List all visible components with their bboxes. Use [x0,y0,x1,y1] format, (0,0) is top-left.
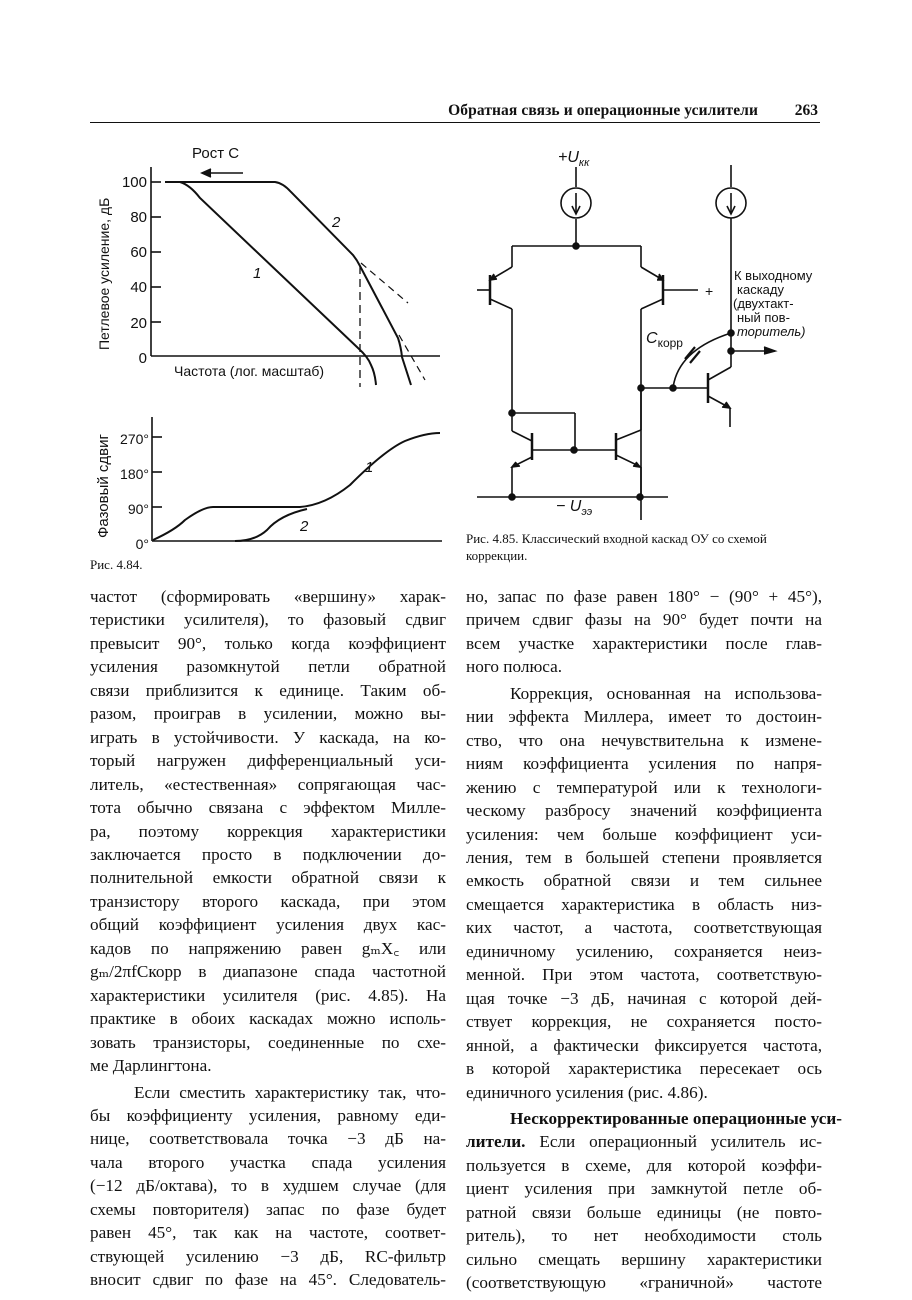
gain-curve-1 [165,182,376,385]
ytick-80: 80 [130,209,147,226]
ytick-100: 100 [121,174,147,191]
right-column-text [466,585,843,1295]
chapter-title: Обратная связь и операционные усилители [448,102,758,119]
phase-ytick-0: 0° [135,536,149,552]
curve-label-2: 2 [332,214,341,231]
figure-4-85-schematic [460,135,830,518]
phase-curve-label-2: 2 [300,518,309,535]
paragraph-uncompensated-opamps: Нескорректированные операционные уси- лители. Если операционный усилитель ис- пользуется в схеме, для которой коэффи- циент усиления при замкнутой петле об- ратной связи больше единицы (не повто- ритель), то нет необходимости столь сильно смещать вершину характеристики (соответствующую «граничной» частоте [466,1108,843,1293]
plus-input-label: + [705,283,714,299]
ytick-40: 40 [130,279,147,296]
phase-curve-2 [235,509,307,541]
figure-4-84-caption: Рис. 4.84. [90,557,143,572]
ytick-60: 60 [130,244,147,261]
svg-text:ный пов-: ный пов- [737,310,790,325]
output-note [733,268,813,339]
svg-text:торитель): торитель) [737,324,806,339]
phase-curve-1 [153,433,440,540]
growth-c-annotation: Рост C [192,145,240,162]
figure-4-85-caption: Рис. 4.85. Классический входной каскад ОУ со схемой коррекции. [466,531,767,563]
page-number: 263 [794,102,818,119]
x-axis-label: Частота (лог. масштаб) [174,363,325,379]
figure-4-84-gain-plot [85,135,445,395]
phase-curve-label-1: 1 [365,459,374,476]
supply-pos-label: $+U_{кк}$ [558,149,590,169]
gain-curve-2 [165,182,411,385]
left-column-text [90,585,446,1292]
running-header [90,100,820,123]
svg-text:каскаду: каскаду [737,282,784,297]
figure-4-84-phase-plot [85,405,445,552]
phase-y-axis-label: Фазовый сдвиг [95,434,112,538]
svg-text:К выходному: К выходному [734,268,813,283]
paragraph: Коррекция, основанная на использова- нии эффекта Миллера, имеет то достоин- ство, что она нечувствительна к измене- ниям коэффициента усиления по напря- жению с температурой или к технологи- ческому разбросу значений коэффициента усиления: чем больше коэффициент уси- ления, тем в большей степени проявляется емкость обратной связи и тем сильнее смещается характеристика в область низ- ких частот, а частота, соответствующая единичному усилению, сохраняется неиз- менной. При этом частота, соответствую- щая точке −3 дБ, начиная с которой дей- ствует коррекция, не сохраняется посто- янной, а фактически фиксируется частота, в которой характеристика пересекает ось единичного усиления (рис. 4.86). [466,683,822,1102]
runin-heading: Нескорректированные операционные уси- [510,1108,843,1128]
phase-ytick-180: 180° [120,466,149,482]
svg-text:(двухтакт-: (двухтакт- [733,296,794,311]
ytick-20: 20 [130,315,147,332]
ytick-0: 0 [138,350,147,367]
phase-ytick-270: 270° [120,431,149,447]
y-axis-label: Петлевое усиление, дБ [96,197,112,350]
paragraph: но, запас по фазе равен 180° − (90° + 45°), причем сдвиг фазы на 90° будет почти на всем участке характеристики после глав- ного полюса. [466,587,822,677]
paragraph: частот (сформировать «вершину» харак- теристики усилителя), то фазовый сдвиг превысит 90°, только когда коэффициент усиления разомкнутой петли обратной связи приблизится к единице. Таким об- разом, проиграв в усилении, можно вы- играть в устойчивости. У каскада, на ко- торый нагружен дифференциальный уси- литель, «естественная» сопрягающая час- тота обычно связана с эффектом Милле- ра, поэтому коррекция характеристики заключается просто в подключении до- полнительной емкости обратной связи к транзистору второго каскада, при этом общий коэффициент усиления двух кас- кадов по напряжению равен gₘX꜀ или gₘ/2πfCкорр в диапазоне спада частотной характеристики усилителя (рис. 4.85). На практике в обоих каскадах можно исполь- зовать транзисторы, соединенные по схе- ме Дарлингтона. [90,587,446,1076]
supply-neg-label: − $U_{ээ}$ [556,498,593,518]
curve-label-1: 1 [253,265,262,282]
paragraph: Если сместить характеристику так, что- бы коэффициенту усиления, равному еди- нице, соответствовала точка −3 дБ на- чала второго участка спада усиления (−12 дБ/октава), то в худшем случае (для схемы повторителя) запас по фазе будет равен 45°, так как на частоте, соответ- ствующей усилению −3 дБ, RC-фильтр вносит сдвиг по фазе на 45°. Следователь- [90,1082,446,1290]
c-corr-label: $C_{корр}$ [646,330,683,350]
phase-ytick-90: 90° [127,501,149,517]
